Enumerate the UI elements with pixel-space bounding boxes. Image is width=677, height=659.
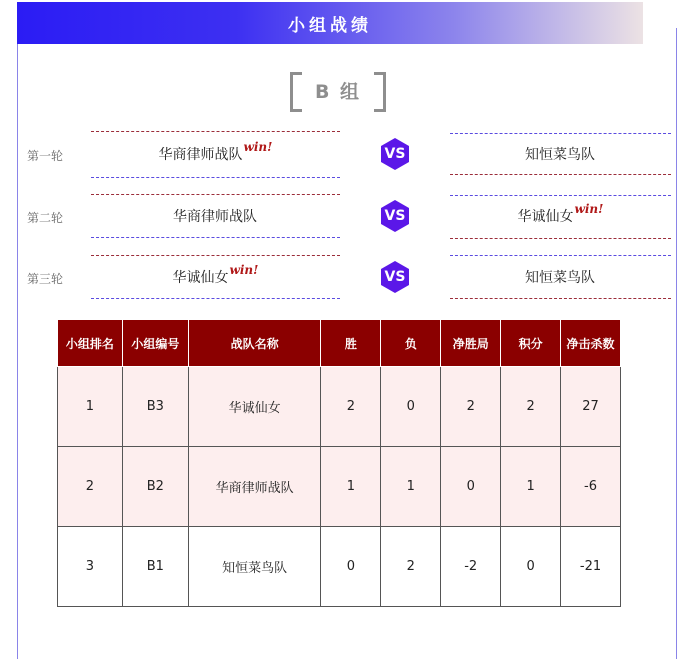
team-name: 华商律师战队 [158,147,243,163]
table-cell: 0 [381,367,441,447]
column-header: 负 [381,320,441,367]
table-header-row [58,320,621,367]
win-badge: win! [229,263,259,277]
column-header: 战队名称 [188,320,321,367]
column-header: 小组编号 [122,320,188,367]
column-header: 净胜局 [441,320,501,367]
table-cell: 华诚仙女 [188,367,321,447]
vs-label: VS [384,269,406,285]
win-badge: win! [243,140,273,154]
vs-badge [378,199,412,233]
match-right-team [450,193,671,239]
table-cell: 1 [501,447,561,527]
vs-badge [378,260,412,294]
table-cell: B1 [122,527,188,607]
match-right-team [450,131,671,177]
table-cell: 2 [321,367,381,447]
column-header: 胜 [321,320,381,367]
table-cell: 华商律师战队 [188,447,321,527]
match-left-team [91,193,340,239]
table-cell: B3 [122,367,188,447]
win-badge: win! [574,202,604,216]
table-cell: 1 [58,367,123,447]
team-name: 华诚仙女 [517,209,574,225]
page-header [17,2,643,44]
team-name: 华诚仙女 [172,270,229,286]
table-cell: 知恒菜鸟队 [188,527,321,607]
standings-table [57,319,621,607]
table-cell: 2 [381,527,441,607]
vs-label: VS [384,208,406,224]
team-name: 华商律师战队 [173,209,257,225]
table-cell: 2 [441,367,501,447]
group-badge [290,72,386,112]
team-name: 知恒菜鸟队 [525,270,595,286]
match-left-team [91,131,340,177]
page-title: 小组战绩 [288,15,372,36]
divider [91,177,340,178]
table-cell: 3 [58,527,123,607]
table-cell: 1 [321,447,381,527]
group-label: B 组 [314,81,362,103]
table-cell: -21 [561,527,621,607]
table-cell: 0 [441,447,501,527]
table-row [58,527,621,607]
table-cell: 2 [58,447,123,527]
vs-label: VS [384,146,406,162]
table-cell: -2 [441,527,501,607]
column-header: 积分 [501,320,561,367]
column-header: 净击杀数 [561,320,621,367]
round-label: 第一轮 [27,149,64,163]
table-cell: 0 [501,527,561,607]
table-cell: 27 [561,367,621,447]
vs-badge [378,137,412,171]
table-cell: B2 [122,447,188,527]
round-label: 第三轮 [27,272,64,286]
round-label: 第二轮 [27,211,64,225]
column-header: 小组排名 [58,320,123,367]
team-name: 知恒菜鸟队 [525,147,595,163]
table-row [58,447,621,527]
match-right-team [450,254,671,300]
table-cell: 0 [321,527,381,607]
table-row [58,367,621,447]
match-left-team [91,254,340,300]
table-cell: 2 [501,367,561,447]
table-cell: -6 [561,447,621,527]
table-cell: 1 [381,447,441,527]
